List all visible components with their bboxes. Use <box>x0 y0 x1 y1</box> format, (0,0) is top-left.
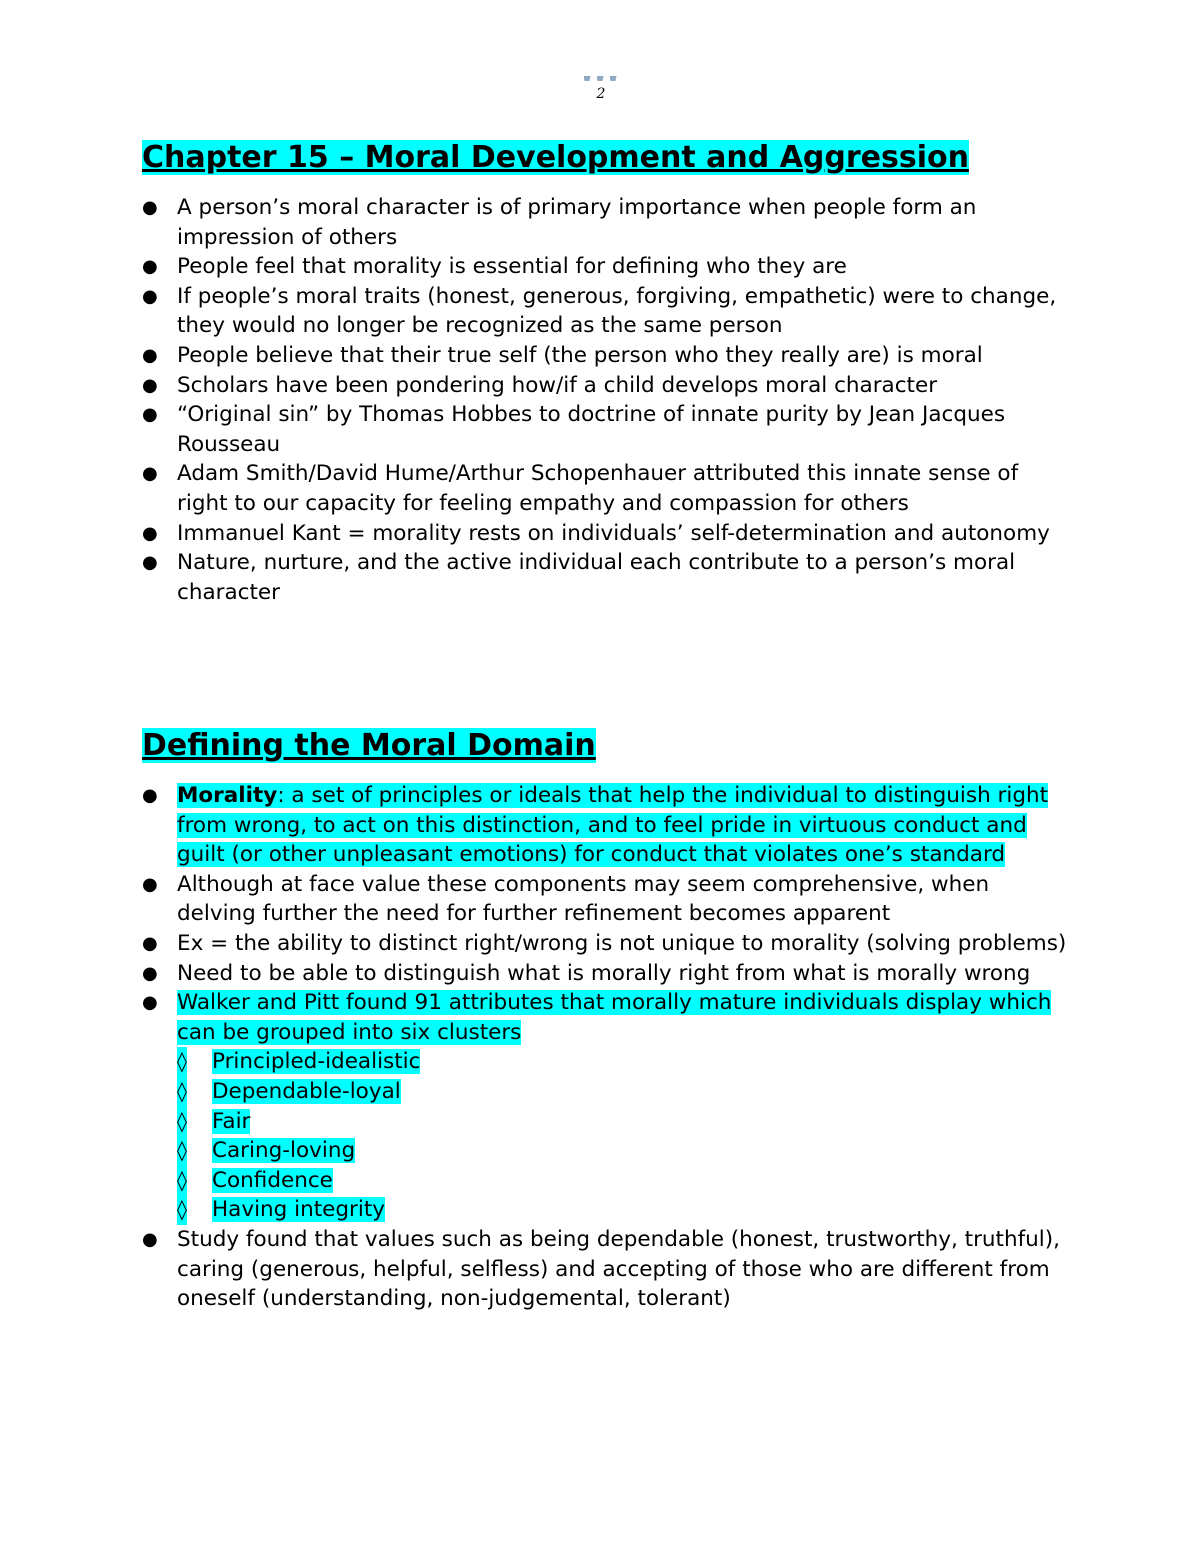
list-item: ● Scholars have been pondering how/if a child develops moral character <box>142 371 1072 401</box>
list-item: ● Nature, nurture, and the active individual each contribute to a person’s moral character <box>142 548 1072 607</box>
list-item: ● Immanuel Kant = morality rests on individuals’ self-determination and autonomy <box>142 519 1072 549</box>
list-item: ● “Original sin” by Thomas Hobbes to doctrine of innate purity by Jean Jacques Rousseau <box>142 400 1072 459</box>
page-number: 2 <box>596 86 606 102</box>
list-item: ● If people’s moral traits (honest, generous, forgiving, empathetic) were to change, they would no longer be recognized as the same person <box>142 282 1072 341</box>
list-item: ● Study found that values such as being dependable (honest, trustworthy, truthful), caring (generous, helpful, selfless) and accepting of those who are different from oneself (understanding, non-judgemental, tolerant) <box>142 1225 1072 1314</box>
list-item-morality-definition: ● Morality: a set of principles or ideals that help the individual to distinguish right from wrong, to act on this distinction, and to feel pride in virtuous conduct and guilt (or other unpleasant emotions) for conduct that violates one’s standard <box>142 781 1072 870</box>
chapter-bullet-list <box>142 193 1072 607</box>
chapter-heading: Chapter 15 – Moral Development and Aggression <box>142 140 969 175</box>
cluster-list <box>177 1047 1072 1225</box>
cluster-item: ◊ Confidence <box>177 1166 1072 1196</box>
cluster-item: ◊ Principled-idealistic <box>177 1047 1072 1077</box>
morality-term: Morality <box>177 783 278 808</box>
moral-domain-heading: Defining the Moral Domain <box>142 728 596 763</box>
cluster-item: ◊ Having integrity <box>177 1195 1072 1225</box>
list-item-walker-pitt: ● Walker and Pitt found 91 attributes that morally mature individuals display which can be grouped into six clusters ◊ Principled-idealistic ◊ Dependable-loyal ◊ Fair ◊ Caring-loving ◊ Confidence ◊ Having integrity <box>142 988 1072 1225</box>
section-moral-domain <box>142 728 1072 1314</box>
section-chapter-15 <box>142 140 1072 607</box>
list-item: ● People believe that their true self (the person who they really are) is moral <box>142 341 1072 371</box>
list-item: ● Although at face value these components may seem comprehensive, when delving further the need for further refinement becomes apparent <box>142 870 1072 929</box>
page-header <box>0 66 1200 101</box>
list-item: ● A person’s moral character is of primary importance when people form an impression of others <box>142 193 1072 252</box>
list-item: ● Ex = the ability to distinct right/wrong is not unique to morality (solving problems) <box>142 929 1072 959</box>
list-item: ● Need to be able to distinguish what is morally right from what is morally wrong <box>142 959 1072 989</box>
cluster-item: ◊ Fair <box>177 1107 1072 1137</box>
list-item: ● People feel that morality is essential for defining who they are <box>142 252 1072 282</box>
cluster-item: ◊ Caring-loving <box>177 1136 1072 1166</box>
cluster-item: ◊ Dependable-loyal <box>177 1077 1072 1107</box>
list-item: ● Adam Smith/David Hume/Arthur Schopenhauer attributed this innate sense of right to our capacity for feeling empathy and compassion for others <box>142 459 1072 518</box>
header-decoration <box>584 76 617 81</box>
moral-domain-bullet-list <box>142 781 1072 1314</box>
